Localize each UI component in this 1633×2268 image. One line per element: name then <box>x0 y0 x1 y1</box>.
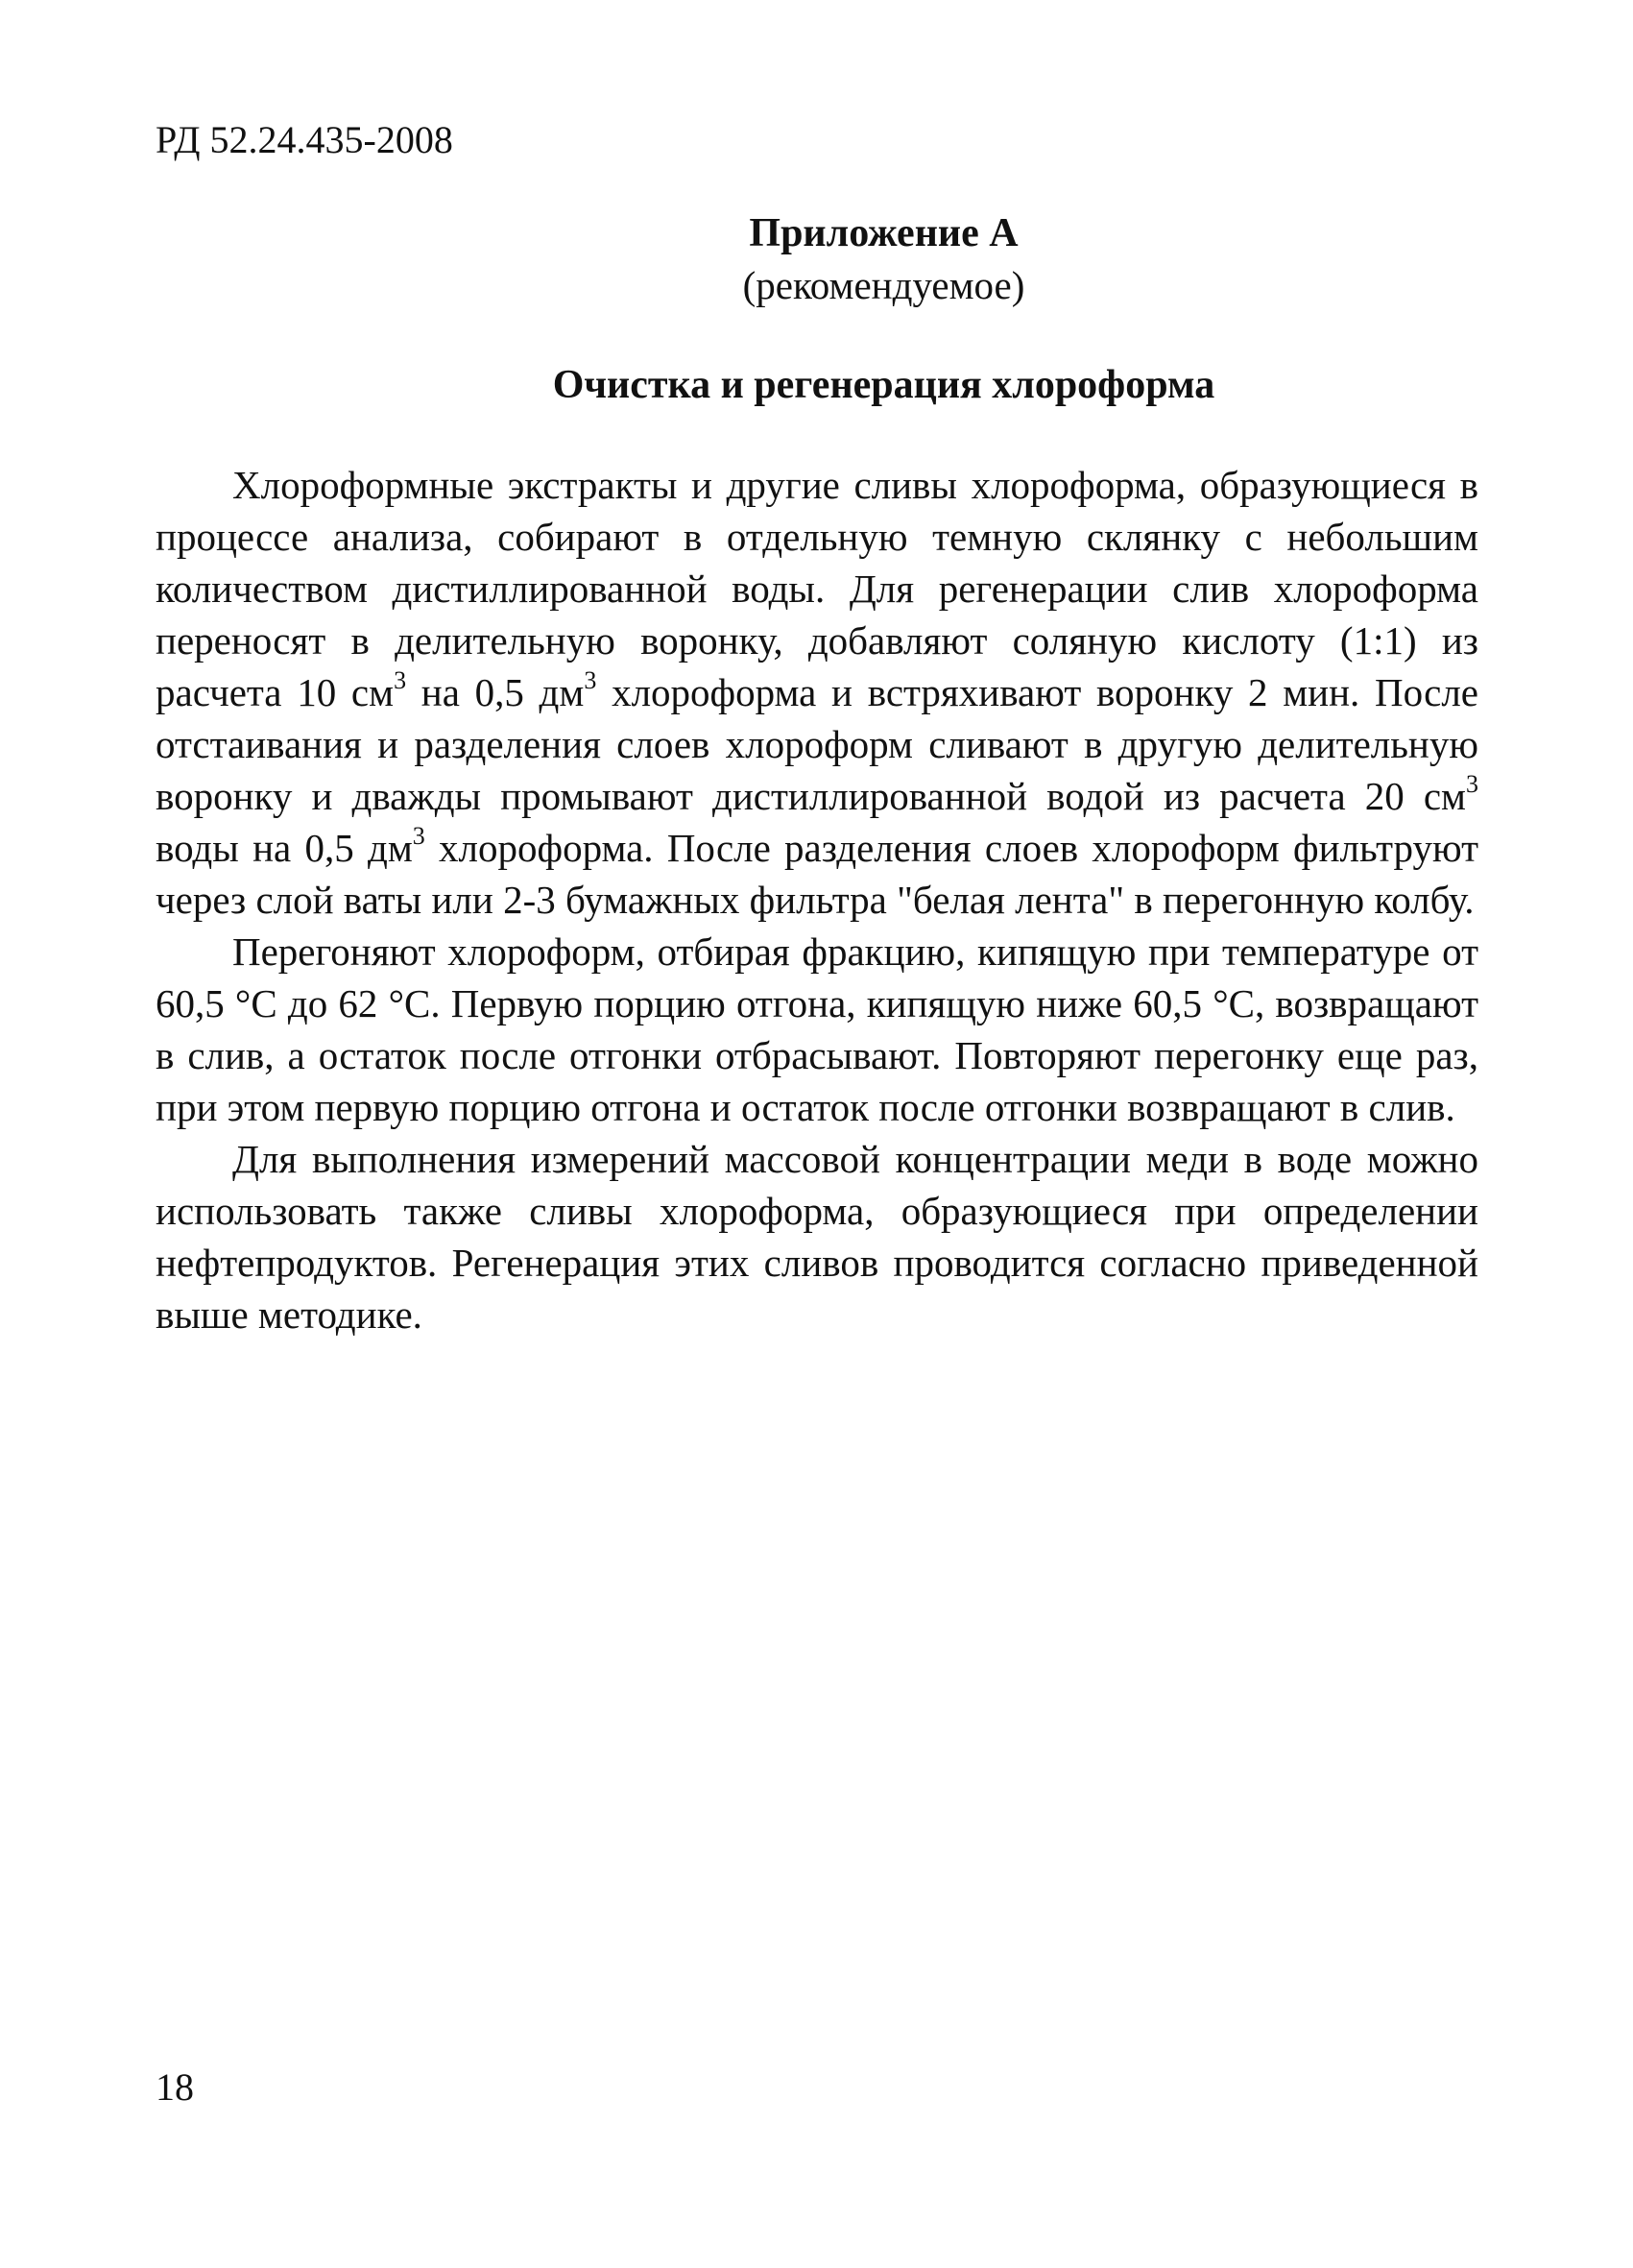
superscript: 3 <box>394 666 407 694</box>
superscript: 3 <box>584 666 597 694</box>
superscript: 3 <box>1466 770 1478 798</box>
paragraph-1-part-c: хлороформа и встряхивают воронку 2 мин. После отстаивания и разделения слоев хлороформ сливают в другую делительную воронку и дважды промывают дистиллированной водой из расчета 20 см <box>156 670 1478 818</box>
page-number: 18 <box>156 2065 194 2109</box>
paragraph-1 <box>156 459 1478 926</box>
superscript: 3 <box>412 822 425 850</box>
paragraph-1-part-d: воды на 0,5 дм <box>156 826 413 870</box>
section-title: Очистка и регенерация хлороформа <box>552 363 1215 407</box>
body-text <box>156 459 1478 1340</box>
appendix-note: (рекомендуемое) <box>742 263 1025 307</box>
paragraph-1-part-e: хлороформа. После разделения слоев хлороформ фильтруют через слой ваты или 2-3 бумажных фильтра "белая лента" в перегонную колбу. <box>156 826 1479 922</box>
appendix-title: Приложение А <box>749 211 1019 255</box>
paragraph-1-part-b: на 0,5 дм <box>406 670 585 714</box>
document-code: РД 52.24.435-2008 <box>156 118 453 161</box>
paragraph-1-part-a: Хлороформные экстракты и другие сливы хлороформа, образующиеся в процессе анализа, собирают в отдельную темную склянку с небольшим количеством дистиллированной воды. Для регенерации слив хлороформа переносят в делительную воронку, добавляют соляную кислоту (1:1) из расчета 10 см <box>156 463 1478 714</box>
paragraph-2: Перегоняют хлороформ, отбирая фракцию, кипящую при температуре от 60,5 °С до 62 °С. Первую порцию отгона, кипящую ниже 60,5 °С, возвращают в слив, а остаток после отгонки отбрасывают. Повторяют перегонку еще раз, при этом первую порцию отгона и остаток после отгонки возвращают в слив. <box>156 929 1478 1129</box>
paragraph-3: Для выполнения измерений массовой концентрации меди в воде можно использовать также сливы хлороформа, образующиеся при определении нефтепродуктов. Регенерация этих сливов проводится согласно приведенной выше методике. <box>156 1137 1478 1337</box>
